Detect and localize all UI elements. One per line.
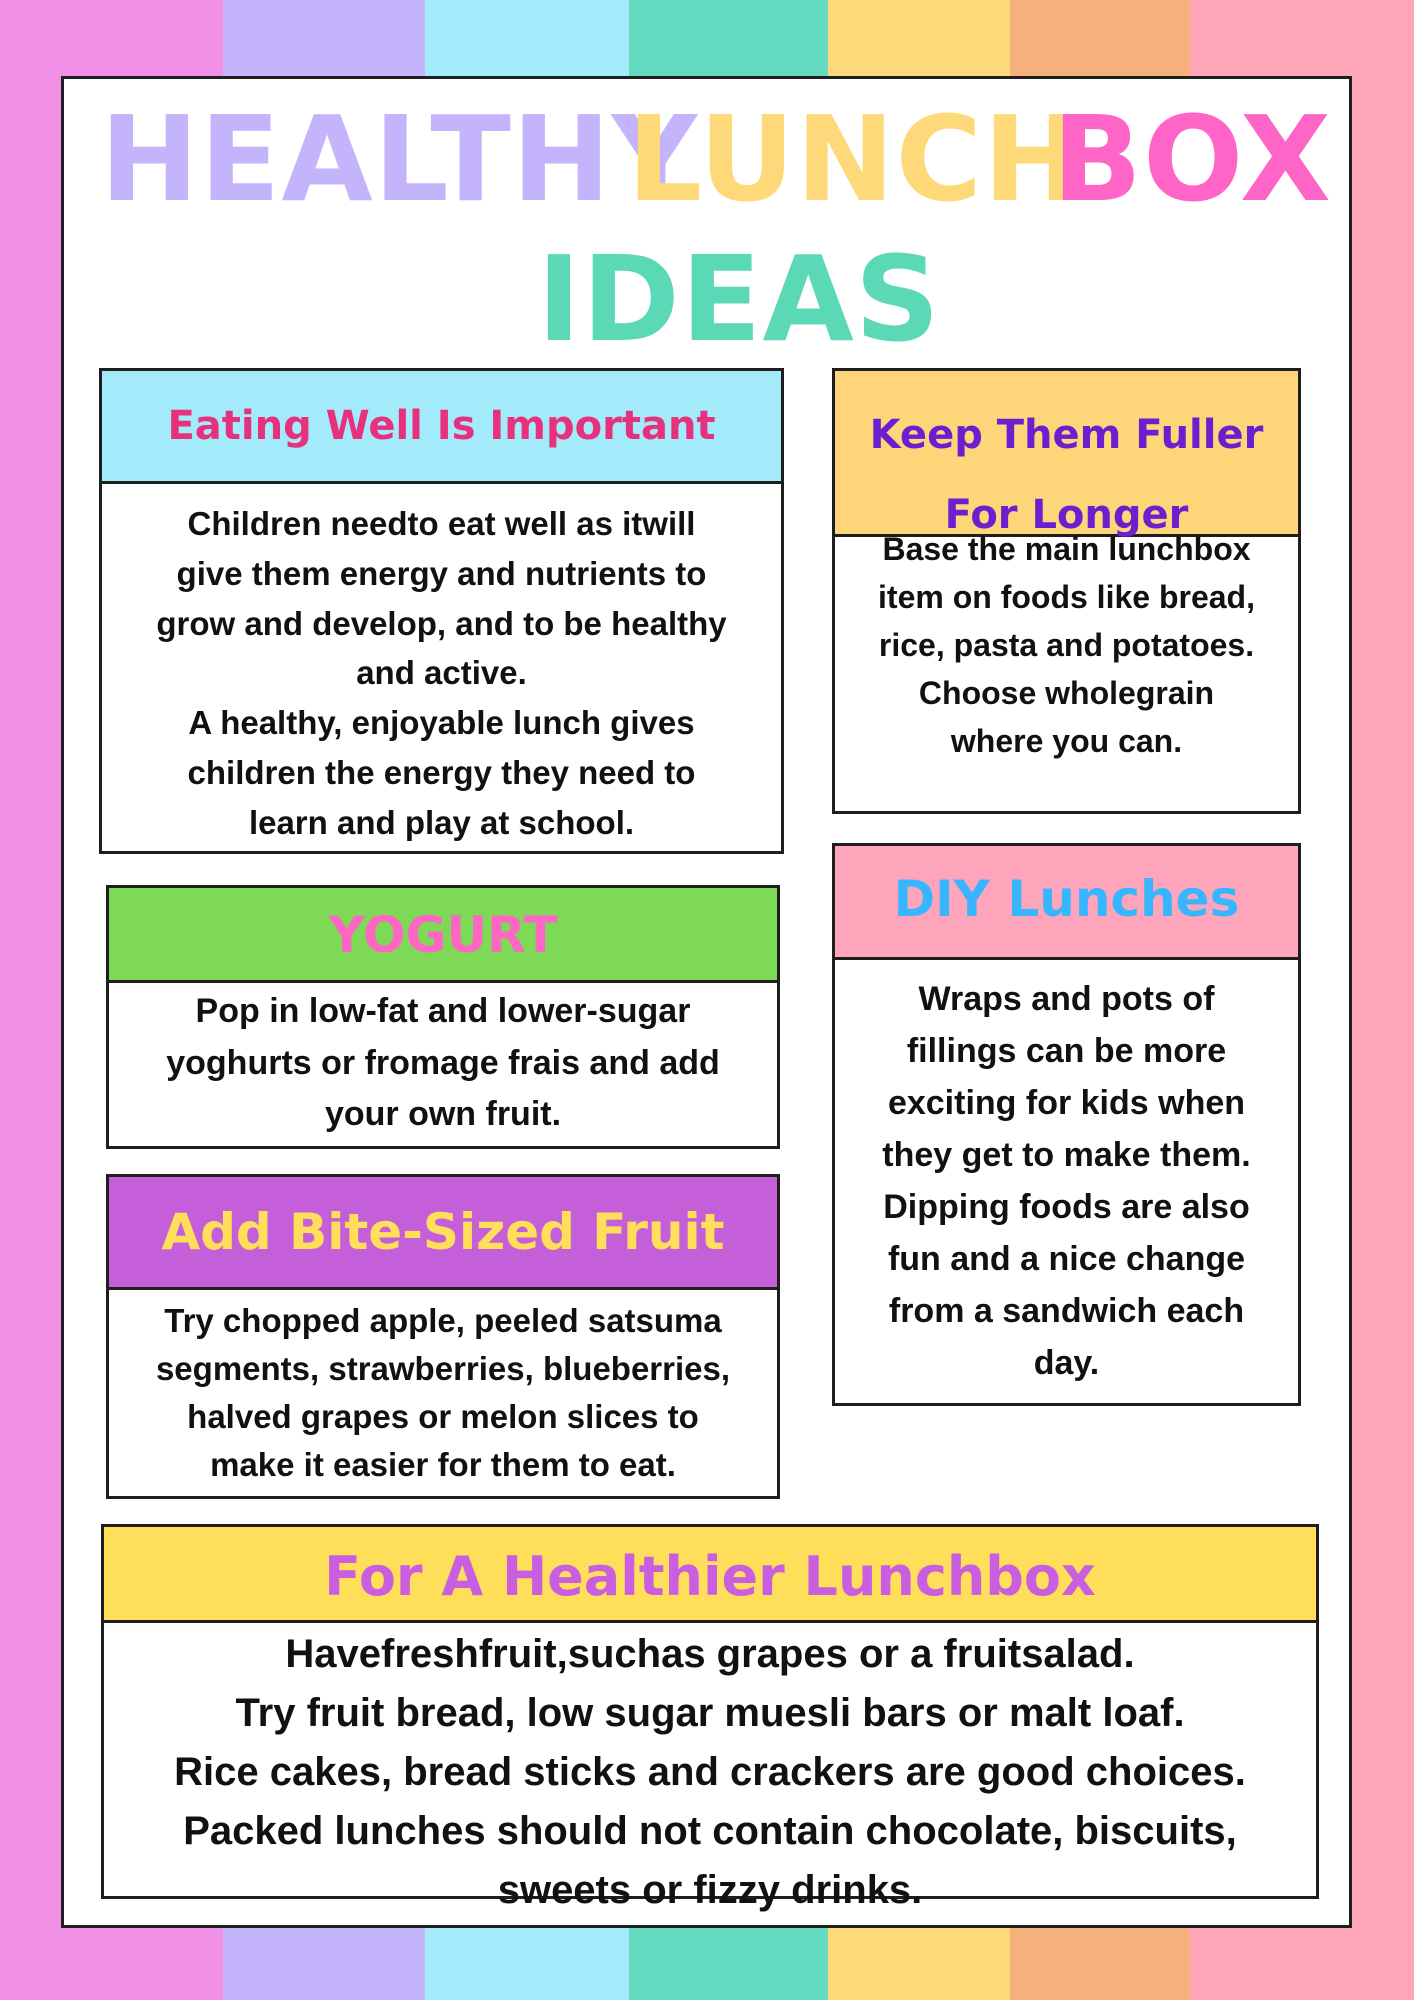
card-heading: For A Healthier Lunchbox (324, 1545, 1096, 1608)
title-word-lunch: LUNCH (627, 90, 1083, 228)
card-diy-lunches (832, 843, 1301, 1406)
card-body-line: Try chopped apple, peeled satsuma (164, 1302, 722, 1339)
card-body-line: make it easier for them to eat. (210, 1446, 676, 1483)
card-heading: Keep Them Fuller For Longer (869, 412, 1264, 538)
card-body-line: learn and play at school. (248, 803, 635, 841)
card-body-text (835, 525, 1298, 765)
card-heading: YOGURT (328, 906, 558, 964)
card-header (104, 1527, 1316, 1623)
card-body-line: A healthy, enjoyable lunch gives (188, 704, 695, 742)
card-header (835, 371, 1298, 537)
card-body-text (104, 1625, 1316, 1920)
card-fuller-longer (832, 368, 1301, 814)
card-body-line: grow and develop, and to be healthy (156, 604, 727, 642)
card-body-text (835, 973, 1298, 1389)
card-body-line: Rice cakes, bread sticks and crackers are good choices. (174, 1750, 1246, 1794)
card-header (835, 846, 1298, 960)
card-body-line: fillings can be more (906, 1032, 1227, 1070)
card-body-text (109, 986, 777, 1141)
card-body-line: Havefreshfruit,suchas grapes or a fruitsalad. (285, 1632, 1135, 1676)
card-body-line: Try fruit bread, low sugar muesli bars or malt loaf. (235, 1691, 1185, 1735)
card-body-line: day. (1033, 1344, 1100, 1382)
card-body-line: exciting for kids when (887, 1084, 1246, 1122)
card-body-text (109, 1297, 777, 1489)
card-body-line: Packed lunches should not contain chocolate, biscuits, (183, 1809, 1237, 1853)
card-header (109, 1177, 777, 1290)
title-word-ideas: IDEAS (537, 230, 941, 368)
card-body-line: from a sandwich each (888, 1292, 1245, 1330)
card-body-line: your own fruit. (324, 1095, 562, 1133)
card-body-line: sweets or fizzy drinks. (497, 1868, 923, 1912)
title-word-box: BOX (1052, 90, 1333, 228)
card-body-line: Base the main lunchbox (882, 531, 1251, 567)
card-eating-well (99, 368, 784, 854)
card-yogurt (106, 885, 780, 1149)
card-body-line: fun and a nice change (887, 1240, 1246, 1278)
card-body-line: and active. (356, 654, 527, 692)
card-body-text (102, 499, 781, 848)
card-body-line: Pop in low-fat and lower-sugar (195, 992, 691, 1030)
card-body-line: rice, pasta and potatoes. (878, 627, 1255, 663)
card-body-line: item on foods like bread, (878, 579, 1255, 615)
card-body-line: yoghurts or fromage frais and add (166, 1043, 720, 1082)
card-body-line: where you can. (950, 723, 1183, 759)
card-healthier-lunchbox (101, 1524, 1319, 1912)
card-heading: Eating Well Is Important (167, 403, 716, 449)
card-heading: Add Bite-Sized Fruit (161, 1203, 725, 1261)
card-body-line: Wraps and pots of (918, 980, 1215, 1018)
card-body-line: Children needto eat well as itwill (187, 505, 696, 542)
title-word-healthy: HEALTHY (100, 90, 699, 228)
card-body-line: segments, strawberries, blueberries, (155, 1350, 731, 1387)
card-header (102, 371, 781, 484)
card-body-line: halved grapes or melon slices to (187, 1398, 699, 1435)
card-body-line: they get to make them. (882, 1136, 1251, 1174)
card-body-line: Choose wholegrain (918, 675, 1215, 711)
card-header (109, 888, 777, 983)
card-bite-sized-fruit (106, 1174, 780, 1499)
card-body-line: Dipping foods are also (883, 1188, 1250, 1226)
card-body-line: give them energy and nutrients to (176, 554, 707, 592)
card-heading: DIY Lunches (893, 870, 1240, 928)
card-body-line: children the energy they need to (187, 753, 696, 791)
